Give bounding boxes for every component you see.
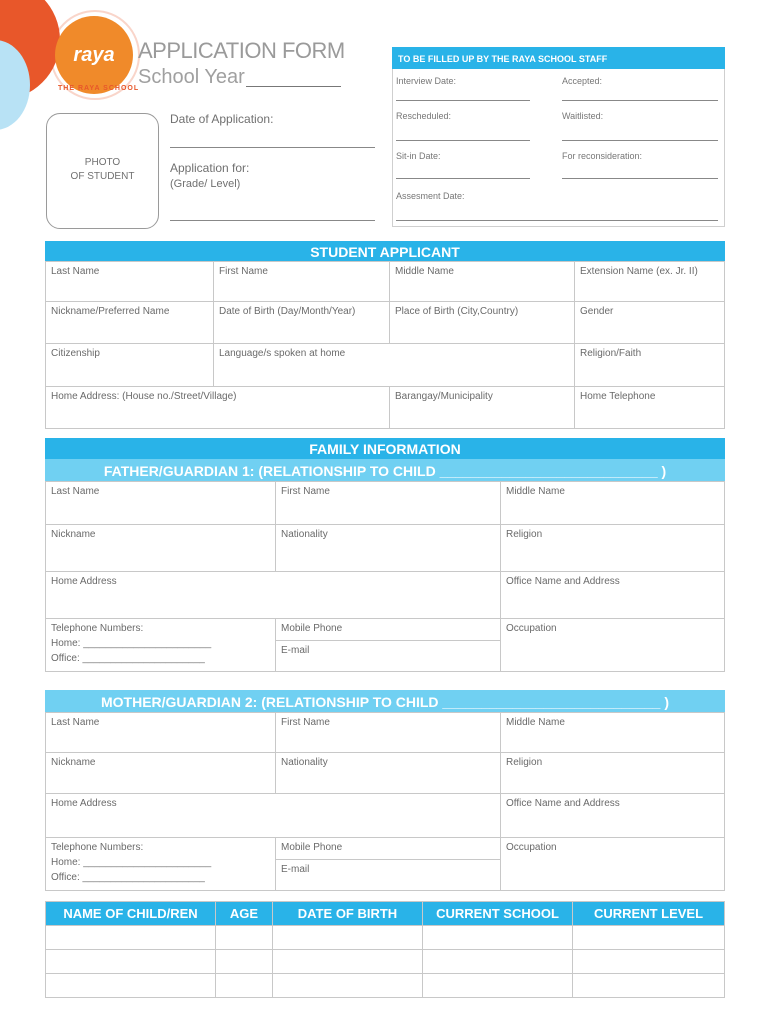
child-dob-cell[interactable] [273,950,423,974]
application-for-label: Application for: [170,161,250,175]
student-photo-box[interactable]: PHOTO OF STUDENT [46,113,159,229]
child-dob-cell[interactable] [273,974,423,998]
g2-religion-cell[interactable]: Religion [501,753,725,794]
nickname-cell[interactable]: Nickname/Preferred Name [46,302,214,344]
sit-in-date-label: Sit-in Date: [396,151,441,161]
school-year-label: School Year [138,66,245,88]
gender-cell[interactable]: Gender [575,302,725,344]
language-cell[interactable]: Language/s spoken at home [214,344,575,387]
child-name-cell[interactable] [46,926,216,950]
home-address-cell[interactable]: Home Address: (House no./Street/Village) [46,387,390,429]
child-age-cell[interactable] [216,974,273,998]
assessment-date-field[interactable] [396,220,718,221]
g2-mobile-email-cell [276,838,501,891]
g2-email[interactable]: E-mail [281,864,310,875]
school-logo [55,16,133,94]
child-level-cell[interactable] [573,926,725,950]
child-row [46,974,725,998]
g1-home-phone: Home: _______________________ [51,638,212,649]
g1-telephone-cell[interactable] [46,619,276,672]
g2-telephone-label: Telephone Numbers: [51,842,144,853]
for-reconsideration-label: For reconsideration: [562,151,643,161]
rescheduled-field[interactable] [396,140,530,141]
children-header-dob: DATE OF BIRTH [273,902,423,926]
child-dob-cell[interactable] [273,926,423,950]
child-school-cell[interactable] [423,950,573,974]
child-level-cell[interactable] [573,950,725,974]
g1-mobile-email-cell [276,619,501,672]
interview-date-label: Interview Date: [396,76,457,86]
children-header-name: NAME OF CHILD/REN [46,902,216,926]
g2-mobile[interactable]: Mobile Phone [276,838,500,860]
rescheduled-label: Rescheduled: [396,111,452,121]
children-header-age: AGE [216,902,273,926]
g2-nationality-cell[interactable]: Nationality [276,753,501,794]
date-of-application-field[interactable] [170,147,375,148]
waitlisted-label: Waitlisted: [562,111,604,121]
g1-religion-cell[interactable]: Religion [501,525,725,572]
guardian2-table [45,712,725,891]
g1-nickname-cell[interactable]: Nickname [46,525,276,572]
for-reconsideration-field[interactable] [562,178,718,179]
place-of-birth-cell[interactable]: Place of Birth (City,Country) [390,302,575,344]
g1-middle-name-cell[interactable]: Middle Name [501,482,725,525]
child-name-cell[interactable] [46,950,216,974]
g2-home-phone: Home: _______________________ [51,857,212,868]
first-name-cell[interactable]: First Name [214,262,390,302]
guardian1-heading: FATHER/GUARDIAN 1: (RELATIONSHIP TO CHILD ____________________________ ) [45,459,725,481]
g1-first-name-cell[interactable]: First Name [276,482,501,525]
interview-date-field[interactable] [396,100,530,101]
child-school-cell[interactable] [423,974,573,998]
logo-text: raya [73,44,115,66]
child-row [46,926,725,950]
g2-nickname-cell[interactable]: Nickname [46,753,276,794]
logo-caption: THE RAYA SCHOOL [58,85,140,92]
date-of-birth-cell[interactable]: Date of Birth (Day/Month/Year) [214,302,390,344]
children-header-level: CURRENT LEVEL [573,902,725,926]
grade-level-label: (Grade/ Level) [170,178,241,190]
child-row [46,950,725,974]
guardian1-table [45,481,725,672]
g2-telephone-cell[interactable] [46,838,276,891]
religion-cell[interactable]: Religion/Faith [575,344,725,387]
waitlisted-field[interactable] [562,140,718,141]
g2-first-name-cell[interactable]: First Name [276,713,501,753]
g1-telephone-label: Telephone Numbers: [51,623,144,634]
child-name-cell[interactable] [46,974,216,998]
middle-name-cell[interactable]: Middle Name [390,262,575,302]
school-year-field[interactable] [246,86,341,87]
g1-office-cell[interactable]: Office Name and Address [501,572,725,619]
g2-home-address-cell[interactable]: Home Address [46,794,501,838]
g1-email[interactable]: E-mail [281,645,310,656]
page-title: APPLICATION FORM [138,38,345,63]
g1-occupation-cell[interactable]: Occupation [501,619,725,672]
application-for-field[interactable] [170,220,375,221]
g1-mobile[interactable]: Mobile Phone [276,619,500,641]
g2-office-phone: Office: ______________________ [51,872,205,883]
g2-office-cell[interactable]: Office Name and Address [501,794,725,838]
g1-nationality-cell[interactable]: Nationality [276,525,501,572]
last-name-cell[interactable]: Last Name [46,262,214,302]
child-school-cell[interactable] [423,926,573,950]
sit-in-date-field[interactable] [396,178,530,179]
accepted-field[interactable] [562,100,718,101]
g2-occupation-cell[interactable]: Occupation [501,838,725,891]
student-applicant-heading: STUDENT APPLICANT [45,241,725,261]
child-age-cell[interactable] [216,926,273,950]
family-information-heading: FAMILY INFORMATION [45,438,725,459]
citizenship-cell[interactable]: Citizenship [46,344,214,387]
child-age-cell[interactable] [216,950,273,974]
home-telephone-cell[interactable]: Home Telephone [575,387,725,429]
staff-section-heading: TO BE FILLED UP BY THE RAYA SCHOOL STAFF [392,47,725,69]
date-of-application-label: Date of Application: [170,112,274,126]
accepted-label: Accepted: [562,76,603,86]
guardian2-heading: MOTHER/GUARDIAN 2: (RELATIONSHIP TO CHILD ____________________________ ) [45,690,725,712]
student-applicant-table [45,261,725,429]
g2-middle-name-cell[interactable]: Middle Name [501,713,725,753]
g1-home-address-cell[interactable]: Home Address [46,572,501,619]
extension-name-cell[interactable]: Extension Name (ex. Jr. II) [575,262,725,302]
barangay-cell[interactable]: Barangay/Municipality [390,387,575,429]
children-header-school: CURRENT SCHOOL [423,902,573,926]
assessment-date-label: Assesment Date: [396,191,465,201]
g1-office-phone: Office: ______________________ [51,653,205,664]
children-table [45,901,725,998]
g1-last-name-cell[interactable]: Last Name [46,482,276,525]
g2-last-name-cell[interactable]: Last Name [46,713,276,753]
child-level-cell[interactable] [573,974,725,998]
